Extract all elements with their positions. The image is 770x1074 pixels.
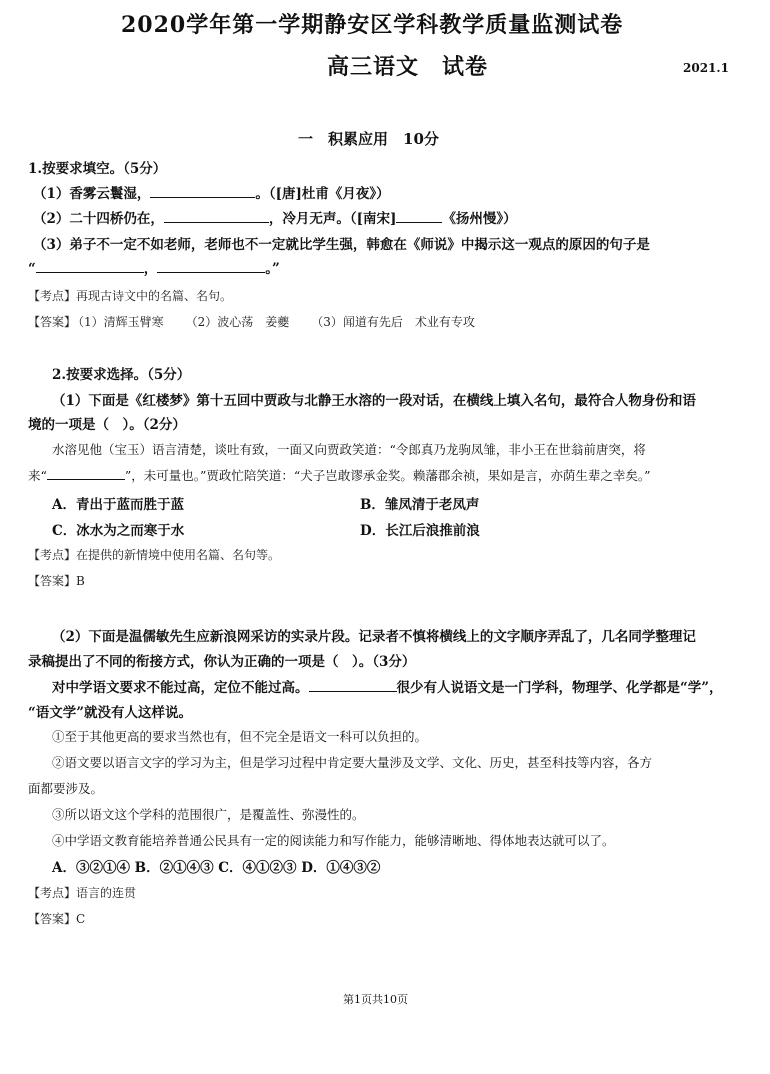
quote-open: “ xyxy=(28,261,36,277)
option-d[interactable]: D．长江后浪推前浪 xyxy=(360,523,480,539)
option-a[interactable]: A．青出于蓝而胜于蓝 xyxy=(52,497,184,513)
option-b[interactable]: B．雏凤清于老凤声 xyxy=(360,497,480,513)
q1-stem: 1.按要求填空。（5分） xyxy=(28,161,167,177)
q2-choices[interactable]: A．③②①④ B．②①④③ C．④①②③ D．①④③② xyxy=(52,860,381,876)
passage-line1: 水溶见他（宝玉）语言清楚，谈吐有致，一面又向贾政笑道：“令郎真乃龙驹凤雏，非小王在世翁前唐突，将 xyxy=(52,442,646,457)
q2-p2-line3 xyxy=(52,676,723,696)
passage-text-b: ”，未可量也。”贾政忙陪笑道：“犬子岂敢谬承金奖。赖藩郡余祯，果如是言，亦荫生辈之幸矣。” xyxy=(124,468,651,483)
q1-item3-line2 xyxy=(28,257,280,277)
sentence-3: ③所以语文这个学科的范围很广，是覆盖性、弥漫性的。 xyxy=(52,807,365,822)
q1-item2-source: 《扬州慢》） xyxy=(442,211,517,227)
q1-item2 xyxy=(33,207,517,227)
answer-blank[interactable] xyxy=(150,185,255,198)
answer-label: 【答案】 xyxy=(28,315,77,329)
exam-title: 2020学年第一学期静安区学科教学质量监测试卷 xyxy=(121,12,624,38)
q2-p1-line1: （1）下面是《红楼梦》第十五回中贾政与北静王水溶的一段对话，在横线上填入名句，最符合人物身份和语 xyxy=(52,393,696,409)
q2-stem: 2.按要求选择。（5分） xyxy=(52,367,191,383)
exam-date: 2021.1 xyxy=(683,61,729,75)
q1-item1-text: （1）香雾云鬟湿， xyxy=(33,186,151,202)
q1-item1 xyxy=(33,182,390,202)
quote-close: 。” xyxy=(265,261,280,277)
q2-kaodian1: 【考点】在提供的新情境中使用名篇、名句等。 xyxy=(28,548,281,562)
q2-p2-line4: “语文学”就没有人这样说。 xyxy=(28,705,193,721)
answer-blank[interactable] xyxy=(36,260,144,273)
sentence-2-line2: 面都要涉及。 xyxy=(28,781,104,796)
section-heading: 一 积累应用 10分 xyxy=(298,130,439,148)
q1-item3-line1: （3）弟子不一定不如老师，老师也不一定就比学生强，韩愈在《师说》中揭示这一观点的原因的句子是 xyxy=(33,237,650,253)
q1-item2-mid: ，冷月无声。（[南宋] xyxy=(268,211,397,227)
q1-kaodian: 【考点】再现古诗文中的名篇、名句。 xyxy=(28,289,233,303)
answer-blank[interactable] xyxy=(47,467,125,480)
q2-p2-line1: （2）下面是温儒敏先生应新浪网采访的实录片段。记录者不慎将横线上的文字顺序弄乱了，几名同学整理记 xyxy=(52,629,696,645)
answer-1: （1）清辉玉臂寒 xyxy=(78,315,164,329)
author-blank[interactable] xyxy=(396,210,442,223)
q2-answer2: 【答案】C xyxy=(28,912,86,926)
q2-p2-line2: 录稿提出了不同的衔接方式，你认为正确的一项是（ ）。（3分） xyxy=(28,654,416,670)
q2-kaodian2: 【考点】语言的连贯 xyxy=(28,886,137,900)
answer-2: （2）波心荡 姜夔 xyxy=(185,315,290,329)
q1-item1-source: 。（[唐]杜甫《月夜》） xyxy=(255,186,390,202)
comma: ， xyxy=(143,261,158,277)
answer-blank[interactable] xyxy=(157,260,265,273)
sentence-4: ④中学语文教育能培养普通公民具有一定的阅读能力和写作能力，能够清晰地、得体地表达就可以了。 xyxy=(52,833,615,848)
sentence-2-line1: ②语文要以语言文字的学习为主，但是学习过程中肯定要大量涉及文学、文化、历史，甚至科技等内容，各方 xyxy=(52,755,653,770)
q1-answer xyxy=(28,313,475,330)
sentence-1: ①至于其他更高的要求当然也有，但不完全是语文一科可以负担的。 xyxy=(52,729,428,744)
q1-item2-text: （2）二十四桥仍在， xyxy=(33,211,164,227)
q2-p1-line2: 境的一项是（ ）。（2分） xyxy=(28,417,186,433)
answer-blank[interactable] xyxy=(164,210,269,223)
p2-text-a: 对中学语文要求不能过高，定位不能过高。 xyxy=(52,680,309,696)
passage-line2 xyxy=(28,466,650,484)
option-c[interactable]: C．冰水为之而寒于水 xyxy=(52,523,185,539)
answer-blank[interactable] xyxy=(309,679,397,692)
passage-text-a: 来“ xyxy=(28,468,47,483)
p2-text-b: 很少有人说语文是一门学科，物理学、化学都是“学”， xyxy=(396,680,723,696)
answer-3: （3）闻道有先后 术业有专攻 xyxy=(311,315,475,329)
page-number: 第1页共10页 xyxy=(343,993,408,1006)
exam-subtitle: 高三语文 试卷 xyxy=(327,54,489,80)
q2-answer1: 【答案】B xyxy=(28,574,85,588)
